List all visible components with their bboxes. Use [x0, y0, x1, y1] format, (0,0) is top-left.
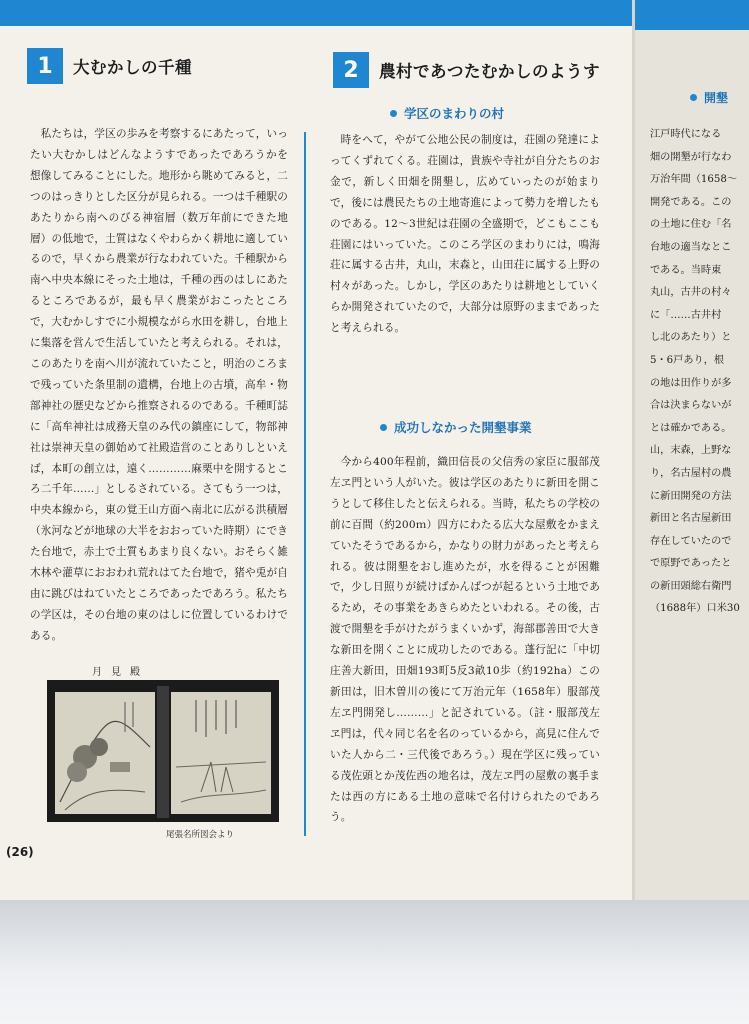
- section2-subheading-1: [390, 104, 504, 122]
- section1-paragraph: 私たちは，学区の歩みを考察するにあたって，いったい大むかしはどんなようすであったであろうかを想像してみることにした。地形から眺めてみると，二つのはっきりとした区分が見られる。一つは千種駅のあたりから南へのびる神宿層（数万年前にできた地層）の低地で，土質はなくやわらかく耕地に適しているので，早くから農業が行なわれていた。千種駅から南へ中央本線にそった土地は，千種の西のはしにあたるところであるが，最も早く農業がおこったところで，大むかしすでに小規模ながら水田を耕し，台地上に集落を営んで生活していたと考えられる。それは，このあたりを南へ川が流れていたこと，明治のころまで残っていた条里制の遺構，台地上の古墳，高牟・物部神社の歴史などから推察されるのである。千種町誌に「高牟神社は成務天皇のみ代の鎮座にして，物部神社は崇神天皇の御始めて社殿造営のことありしといえば，本町の創立は，遠く…………麻栗中を開するところ二千年……」としるされている。さてもう一つは，中央本線から，東の覚王山方面へ南北に広がる洪積層（氷河などが地球の大半をおおっていた時期）にできた台地で，赤土で土質もあまり良くない。おそらく雑木林や灌草におおわれ荒れはてた台地で，猪や兎が自由に跳びはねていたところであったであろう。私たちの学区は，その台地の東のはしに位置しているわけである。: [30, 128, 288, 642]
- figure-caption-bottom: 尾張名所図会より: [166, 830, 235, 840]
- next-page-text: [650, 124, 749, 621]
- next-line: の新田頭総右衛門: [650, 580, 732, 592]
- next-line: 合は決まらないが: [650, 400, 732, 412]
- next-line: 台地の適当なとこ: [650, 241, 732, 253]
- next-line: 江戸時代になる: [650, 129, 722, 140]
- figure-gutter: [157, 686, 169, 818]
- figure-right-page: [171, 692, 271, 814]
- bullet-icon: [380, 424, 387, 431]
- next-line: （1688年）口米30: [650, 603, 740, 615]
- page-number: (26): [6, 845, 34, 859]
- next-line: である。当時東: [650, 264, 722, 276]
- figure-field-illustration: [171, 692, 271, 814]
- next-line: とは確かである。: [650, 422, 732, 434]
- next-line: 丸山，古井の村々: [650, 287, 732, 299]
- next-page-heading: [690, 89, 728, 106]
- next-line: し北のあたり）と: [650, 332, 732, 344]
- page-top-band: [0, 0, 632, 26]
- next-line: に「……古井村: [650, 309, 722, 321]
- section1-number-badge: 1: [27, 48, 63, 84]
- section2-sub2-body: [330, 452, 600, 828]
- sub1-paragraph: 時をへて，やがて公地公民の制度は，荘園の発達によってくずれてくる。荘園は，貴族や寺社が自分たちのお金で，新しく田畑を開墾し，広めていったのが始まりで，後には農民たちの土地寄進によって勢力を増したものである。12～3世紀は荘園の全盛期で，どこもここも荘園にはいっていた。このころ学区のまわりには，鳴海荘に属する古井，丸山，末森と，山田荘に属する上野の村々があった。しかし，学区のあたりは耕地としていくらか開発されていたので，大部分は原野のままであったと考えられる。: [330, 134, 600, 335]
- section1-body: [30, 124, 288, 647]
- next-line: で原野であったと: [650, 558, 732, 570]
- next-line: 5・6戸あり，根: [650, 354, 725, 366]
- next-line: に新田開発の方法: [650, 490, 732, 502]
- figure-caption-top: 月見殿: [92, 667, 149, 678]
- figure-book-photo: [47, 680, 279, 822]
- next-line: 万治年間（1658～: [650, 174, 738, 186]
- section2-subheading-2: [380, 418, 532, 436]
- next-page-heading-text: 開墾: [704, 91, 729, 105]
- section1-title: 大むかしの千種: [73, 58, 192, 77]
- next-page-top-band: [635, 0, 749, 30]
- section2-title: 農村であつたむかしのようす: [379, 62, 600, 81]
- next-line: り，名古屋村の農: [650, 467, 732, 479]
- subheading-1-text: 学区のまわりの村: [404, 106, 505, 121]
- next-line: 存在していたので: [650, 535, 732, 547]
- figure-left-page: [55, 692, 155, 814]
- column-divider: [304, 132, 306, 836]
- sub2-paragraph: 今から400年程前，織田信長の父信秀の家臣に服部茂左ヱ門という人がいた。彼は学区のあたりに新田を開こうとして移住したと伝えられる。当時，私たちの学校の前に百間（約200ｍ）四方にわたる広大な屋敷をかまえていたそうであるから，かなりの財力があったと考えられる。彼は開墾をおし進めたが，水を得ることが困難で，少し日照りが続けばかんばつが起るという土地であるため，その事業をあきらめたといわれる。その後，古渡で開墾を手がけたがうまくいかず，海部郡善田で大きな新田を開くことに成功したのである。蓬行記に「中切庄善大新田，田畑193町5反3畝10歩（約192ha）この新田は，旧木曽川の後にて万治元年（1658年）服部茂左ヱ門開発し………」と記されている。（註・服部茂左ヱ門は，代々同じ名を名のっているから，高見に住んでいた人から二・三代後であろう。）現在学区に残っている茂佐頭とか茂佐西の地名は，茂左ヱ門の屋敷の裏手または西の方にある土地の意味で名付けられたのであろう。: [330, 456, 600, 824]
- section1-header: [27, 48, 192, 84]
- section2-header: [333, 52, 600, 88]
- next-line: 開発である。この: [650, 196, 732, 208]
- section2-number-badge: 2: [333, 52, 369, 88]
- next-line: 新田と名古屋新田: [650, 513, 732, 525]
- section2-sub1-body: [330, 130, 600, 339]
- bullet-icon: [690, 94, 697, 101]
- next-line: 山，末森，上野な: [650, 445, 732, 457]
- scan-bottom-area: [0, 900, 749, 1024]
- next-line: 畑の開墾が行なわ: [650, 151, 732, 163]
- next-line: の地は田作りが多: [650, 377, 732, 389]
- bullet-icon: [390, 110, 397, 117]
- figure-landscape-illustration: [55, 692, 155, 814]
- next-line: の土地に住む「名: [650, 219, 732, 231]
- subheading-2-text: 成功しなかった開墾事業: [394, 420, 532, 435]
